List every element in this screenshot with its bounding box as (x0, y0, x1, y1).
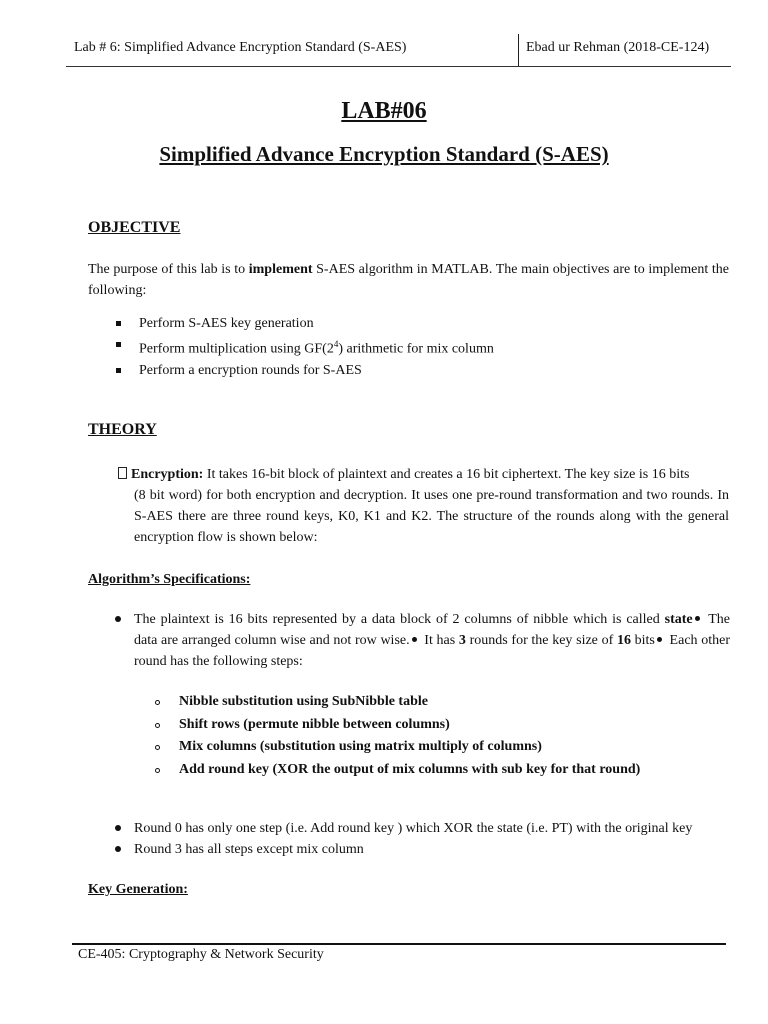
objective-heading: OBJECTIVE (88, 219, 181, 236)
list-item: Perform S-AES key generation (115, 313, 494, 334)
list-item: Mix columns (substitution using matrix multiply of columns) (155, 736, 640, 759)
header-rule (66, 66, 731, 67)
specifications-paragraph: The plaintext is 16 bits represented by a data block of 2 columns of nibble which is called state The data are arranged column wise and not row wise. It has 3 rounds for the key size of 16 bits Each other round has the following steps: (115, 609, 730, 672)
round-notes-list (115, 818, 692, 860)
list-item: Round 3 has all steps except mix column (115, 839, 692, 860)
bullet-icon (657, 637, 662, 642)
bullet-icon (695, 616, 700, 621)
objective-intro: The purpose of this lab is to implement S-AES algorithm in MATLAB. The main objectives are to implement the following: (88, 262, 729, 298)
theory-heading: THEORY (88, 421, 157, 438)
round-steps-list (155, 691, 640, 781)
list-item: Shift rows (permute nibble between columns) (155, 714, 640, 737)
bullet-icon (115, 616, 121, 622)
lab-number-title: LAB#06 (341, 98, 427, 124)
missing-glyph-icon (118, 467, 127, 479)
specifications-heading: Algorithm’s Specifications: (88, 572, 251, 587)
document-title: Simplified Advance Encryption Standard (S-AES) (159, 142, 609, 166)
bullet-icon (412, 637, 417, 642)
list-item: Nibble substitution using SubNibble table (155, 691, 640, 714)
header-lab-title: Lab # 6: Simplified Advance Encryption Standard (S-AES) (74, 40, 407, 55)
list-item: Add round key (XOR the output of mix columns with sub key for that round) (155, 759, 640, 782)
objective-list (115, 313, 494, 381)
encryption-paragraph: Encryption: It takes 16-bit block of plaintext and creates a 16 bit ciphertext. The key size is 16 bits (8 bit word) for both encryption and decryption. It uses one pre-round transformation and two rounds. In S-AES there are three round keys, K0, K1 and K2. The structure of the rounds along with the general encryption flow is shown below: (118, 464, 729, 548)
header-author: Ebad ur Rehman (2018-CE-124) (526, 40, 710, 55)
key-generation-heading: Key Generation: (88, 882, 188, 897)
list-item: Perform multiplication using $GF(2^4)$ arithmetic for mix column (115, 334, 494, 360)
footer-rule (72, 943, 726, 945)
header-divider (518, 34, 519, 66)
footer-course: CE-405: Cryptography & Network Security (78, 947, 324, 962)
list-item: Round 0 has only one step (i.e. Add round key ) which XOR the state (i.e. PT) with the original key (115, 818, 692, 839)
list-item: Perform a encryption rounds for S-AES (115, 360, 494, 381)
